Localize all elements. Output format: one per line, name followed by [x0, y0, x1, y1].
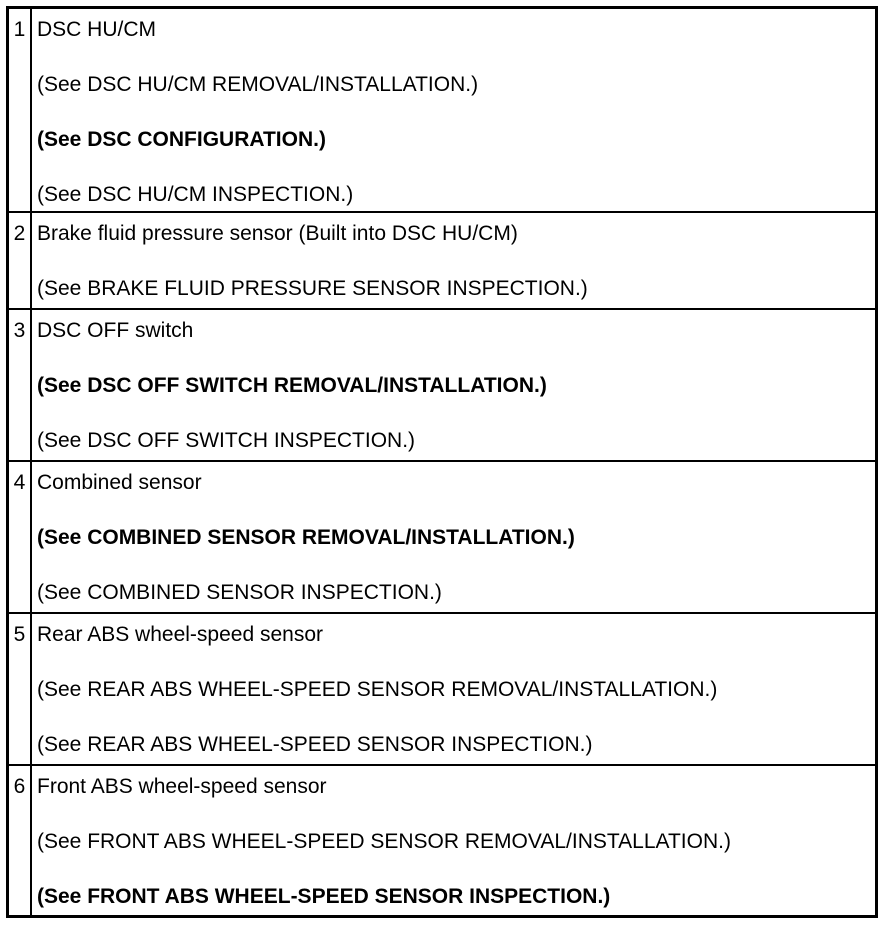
- item-number: 1: [9, 9, 32, 211]
- table-row: [9, 9, 875, 213]
- item-number: 5: [9, 614, 32, 764]
- table-row: [9, 213, 875, 310]
- item-description: [32, 213, 875, 308]
- table-row: [9, 614, 875, 766]
- reference-link[interactable]: (See DSC HU/CM REMOVAL/INSTALLATION.): [37, 73, 479, 96]
- table-row: [9, 766, 875, 915]
- component-name: Front ABS wheel-speed sensor: [37, 775, 327, 798]
- reference-link[interactable]: (See REAR ABS WHEEL-SPEED SENSOR REMOVAL/INSTALLATION.): [37, 678, 718, 701]
- reference-link[interactable]: (See FRONT ABS WHEEL-SPEED SENSOR REMOVAL/INSTALLATION.): [37, 830, 731, 853]
- component-name: DSC OFF switch: [37, 319, 194, 342]
- item-description: [32, 614, 875, 764]
- item-description: [32, 766, 875, 915]
- reference-link[interactable]: (See COMBINED SENSOR INSPECTION.): [37, 581, 442, 604]
- reference-link[interactable]: (See DSC OFF SWITCH INSPECTION.): [37, 429, 416, 452]
- item-description: [32, 310, 875, 460]
- table-row: [9, 310, 875, 462]
- reference-link[interactable]: (See DSC HU/CM INSPECTION.): [37, 183, 354, 206]
- item-number: 4: [9, 462, 32, 612]
- item-number: 6: [9, 766, 32, 915]
- item-description: [32, 462, 875, 612]
- component-name: Combined sensor: [37, 471, 202, 494]
- item-number: 3: [9, 310, 32, 460]
- reference-link[interactable]: (See BRAKE FLUID PRESSURE SENSOR INSPECTION.): [37, 277, 588, 300]
- component-name: Brake fluid pressure sensor (Built into DSC HU/CM): [37, 222, 518, 245]
- reference-link[interactable]: (See COMBINED SENSOR REMOVAL/INSTALLATION.): [37, 526, 575, 549]
- reference-link[interactable]: (See REAR ABS WHEEL-SPEED SENSOR INSPECTION.): [37, 733, 593, 756]
- component-table: [6, 6, 878, 918]
- reference-link[interactable]: (See FRONT ABS WHEEL-SPEED SENSOR INSPECTION.): [37, 885, 611, 908]
- reference-link[interactable]: (See DSC CONFIGURATION.): [37, 128, 326, 151]
- reference-link[interactable]: (See DSC OFF SWITCH REMOVAL/INSTALLATION.): [37, 374, 547, 397]
- component-name: DSC HU/CM: [37, 18, 156, 41]
- component-name: Rear ABS wheel-speed sensor: [37, 623, 323, 646]
- item-number: 2: [9, 213, 32, 308]
- table-row: [9, 462, 875, 614]
- item-description: [32, 9, 875, 211]
